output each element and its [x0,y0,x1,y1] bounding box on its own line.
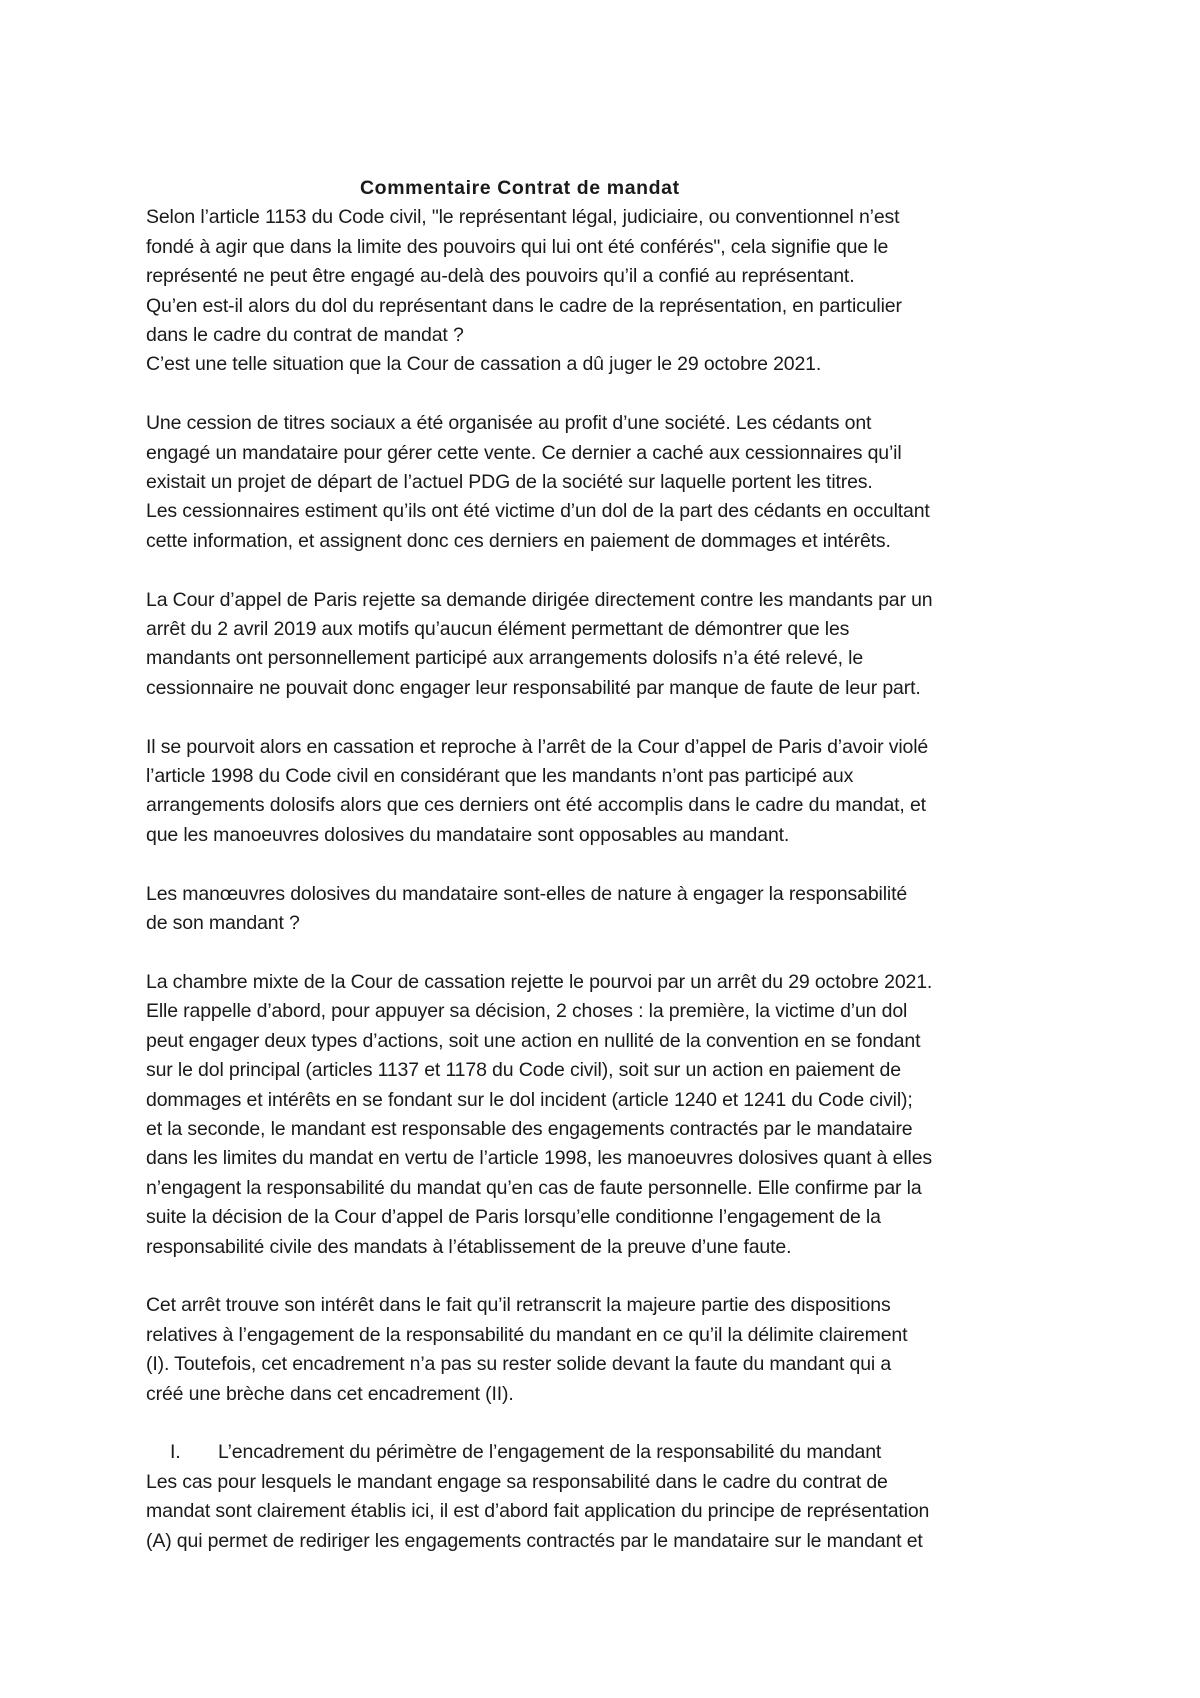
paragraph-spacer [146,850,1066,879]
section-1-body: Les cas pour lesquels le mandant engage sa responsabilité dans le cadre du contrat de mandat sont clairement établis ici, il est d’abord fait application du principe de représentation (A) qui permet de rediriger les engagements contractés par le mandataire sur le mandant et [146,1470,930,1552]
facts-paragraph-1: Une cession de titres sociaux a été organisée au profit d’une société. Les cédants ont engagé un mandataire pour gérer cette vente. Ce dernier a caché aux cessionnaires qu’il existait un projet de départ de l’actuel PDG de la société sur laquelle portent les titres. [146,412,902,494]
paragraph-spacer [146,1409,1066,1438]
facts-paragraph-2: Les cessionnaires estiment qu’ils ont été victime d’un dol de la part des cédants en occultant cette information, et assignent donc ces derniers en paiement de dommages et intérêts. [146,500,930,552]
document-body [146,174,1066,1556]
paragraph-spacer [146,1262,1066,1291]
section-1-number: I. [170,1441,181,1464]
section-1-title: L’encadrement du périmètre de l’engagement de la responsabilité du mandant [218,1441,882,1464]
legal-question-paragraph: Les manœuvres dolosives du mandataire sont-elles de nature à engager la responsabilité de son mandant ? [146,882,908,935]
intro-paragraph-3: C’est une telle situation que la Cour de cassation a dû juger le 29 octobre 2021. [146,353,822,376]
intro-paragraph-1: Selon l’article 1153 du Code civil, "le représentant légal, judiciaire, ou conventionnel n’est fondé à agir que dans la limite des pouvoirs qui lui ont été conférés", cela signifie que le représenté ne peut être engagé au-delà des pouvoirs qu’il a confié au représentant. [146,206,900,288]
interest-paragraph: Cet arrêt trouve son intérêt dans le fait qu’il retranscrit la majeure partie des dispositions relatives à l’engagement de la responsabilité du mandant en ce qu’il la délimite clairement (I). Toutefois, cet encadrement n’a pas su rester solide devant la faute du mandant qui a créé une brèche dans cet encadrement (II). [146,1294,908,1405]
paragraph-spacer [146,939,1066,968]
paragraph-spacer [146,380,1066,409]
paragraph-spacer [146,556,1066,585]
decision-paragraph: La chambre mixte de la Cour de cassation rejette le pourvoi par un arrêt du 29 octobre 2021. Elle rappelle d’abord, pour appuyer sa décision, 2 choses : la première, la victime d’un dol peut engager deux types d’actions, soit une action en nullité de la convention en se fondant sur le dol principal (articles 1137 et 1178 du Code civil), soit sur un action en paiement de dommages et intérêts en se fondant sur le dol incident (article 1240 et 1241 du Code civil); et la seconde, le mandant est responsable des engagements contractés par le mandataire dans les limites du mandat en vertu de l’article 1998, les manoeuvres dolosives quant à elles n’engagent la responsabilité du mandat qu’en cas de faute personnelle. Elle confirme par la suite la décision de la Cour d’appel de Paris lorsqu’elle conditionne l’engagement de la responsabilité civile des mandats à l’établissement de la preuve d’une faute. [146,970,933,1258]
document-title: Commentaire Contrat de mandat [360,177,680,199]
appeal-paragraph: La Cour d’appel de Paris rejette sa demande dirigée directement contre les mandants par un arrêt du 2 avril 2019 aux motifs qu’aucun élément permettant de démontrer que les mandants ont personnellement participé aux arrangements dolosifs n’a été relevé, le cessionnaire ne pouvait donc engager leur responsabilité par manque de faute de leur part. [146,588,933,699]
section-1-heading [146,1438,1066,1467]
intro-paragraph-2: Qu’en est-il alors du dol du représentant dans le cadre de la représentation, en particulier dans le cadre du contrat de mandat ? [146,294,902,347]
cassation-claim-paragraph: Il se pourvoit alors en cassation et reproche à l’arrêt de la Cour d’appel de Paris d’avoir violé l’article 1998 du Code civil en considérant que les mandants n’ont pas participé aux arrangements dolosifs alors que ces derniers ont été accomplis dans le cadre du mandat, et que les manoeuvres dolosives du mandataire sont opposables au mandant. [146,735,929,846]
paragraph-spacer [146,703,1066,732]
